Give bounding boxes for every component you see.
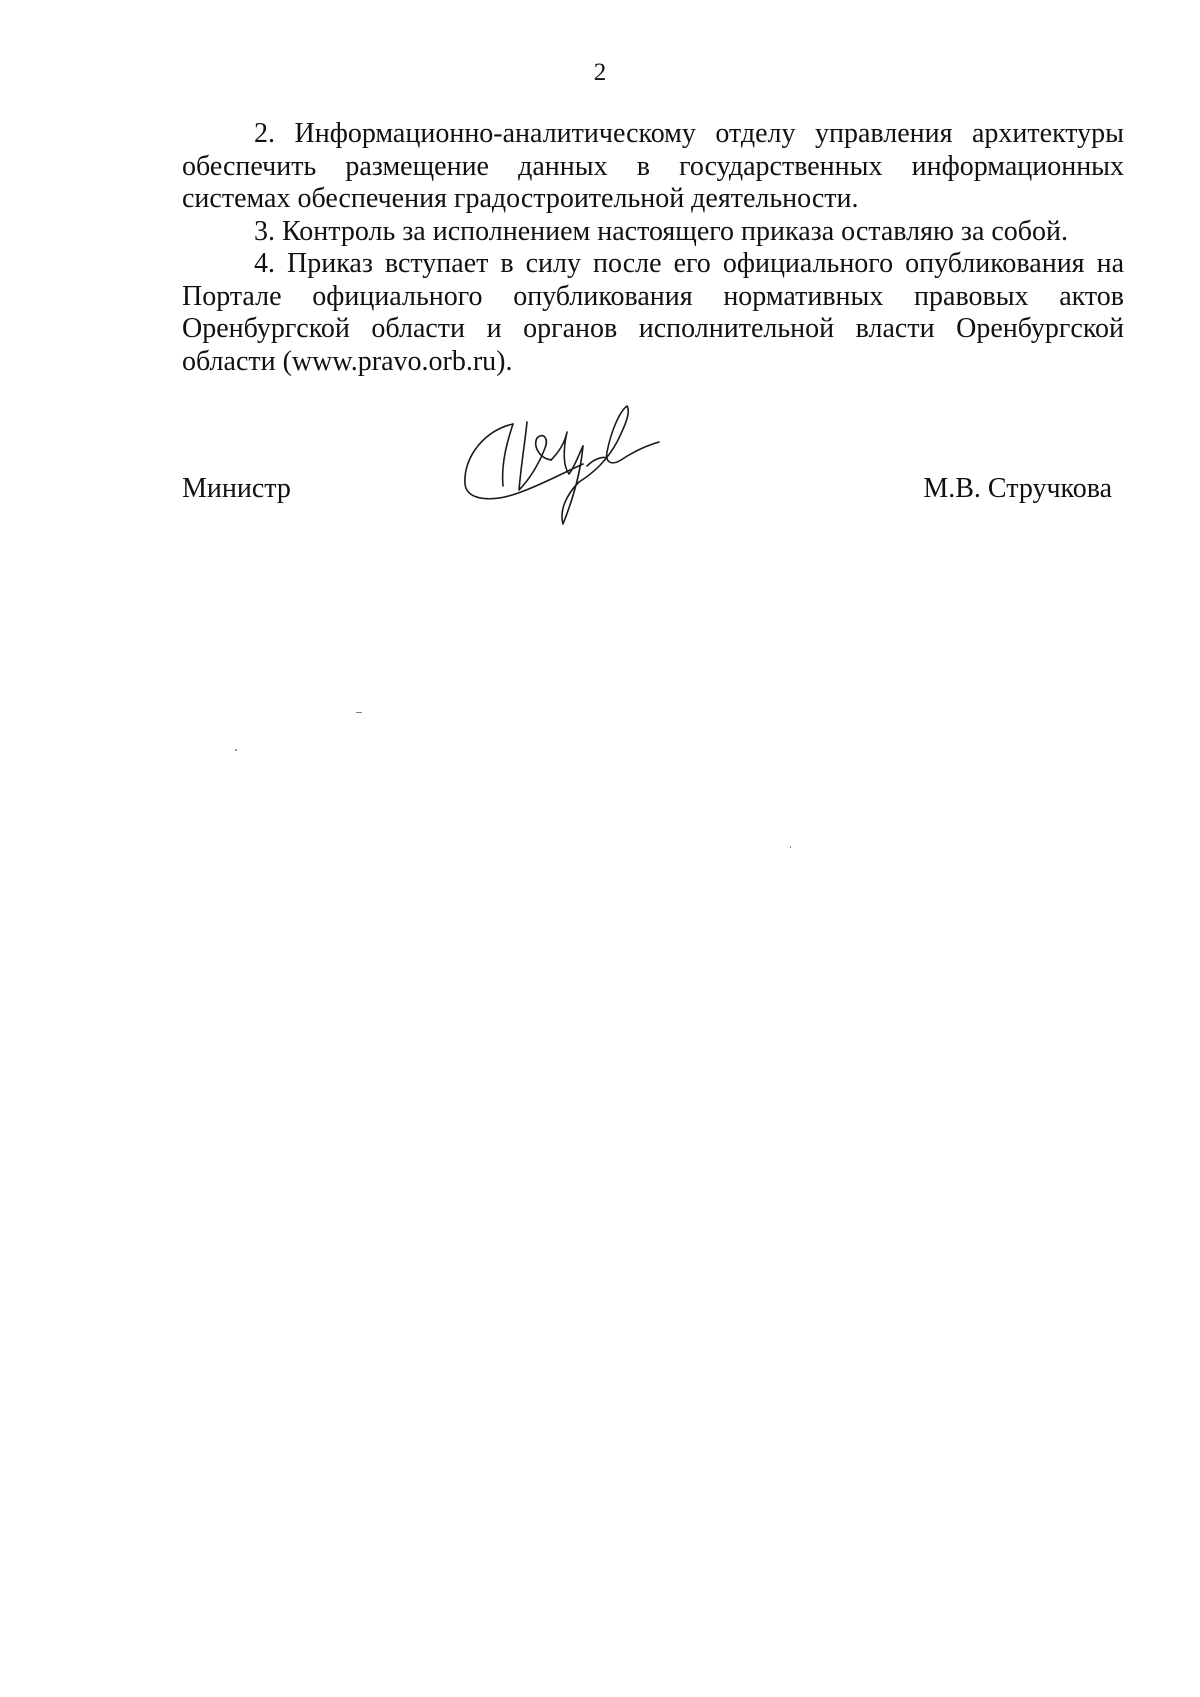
signature-block <box>182 472 1112 512</box>
scan-speck <box>356 712 362 713</box>
scan-speck <box>790 846 791 848</box>
signer-title: Министр <box>182 473 291 504</box>
document-body <box>182 118 1124 378</box>
page-number: 2 <box>593 59 607 86</box>
paragraph-item-3: 3. Контроль за исполнением настоящего приказа оставляю за собой. <box>254 215 1069 247</box>
paragraph-item-2: 2. Информационно-аналитическому отделу управления архитектуры обеспечить размещение данных в государственных информационных системах обеспечения градостроительной деятельности. <box>182 118 1124 214</box>
paragraph-item-4: 4. Приказ вступает в силу после его официального опубликования на Портале официального опубликования нормативных правовых актов Оренбургской области и органов исполнительной власти Оренбургской области (www.pravo.orb.ru). <box>182 248 1124 377</box>
signer-name: М.В. Стручкова <box>923 473 1112 504</box>
scan-speck <box>235 749 237 751</box>
handwritten-signature <box>455 402 685 534</box>
